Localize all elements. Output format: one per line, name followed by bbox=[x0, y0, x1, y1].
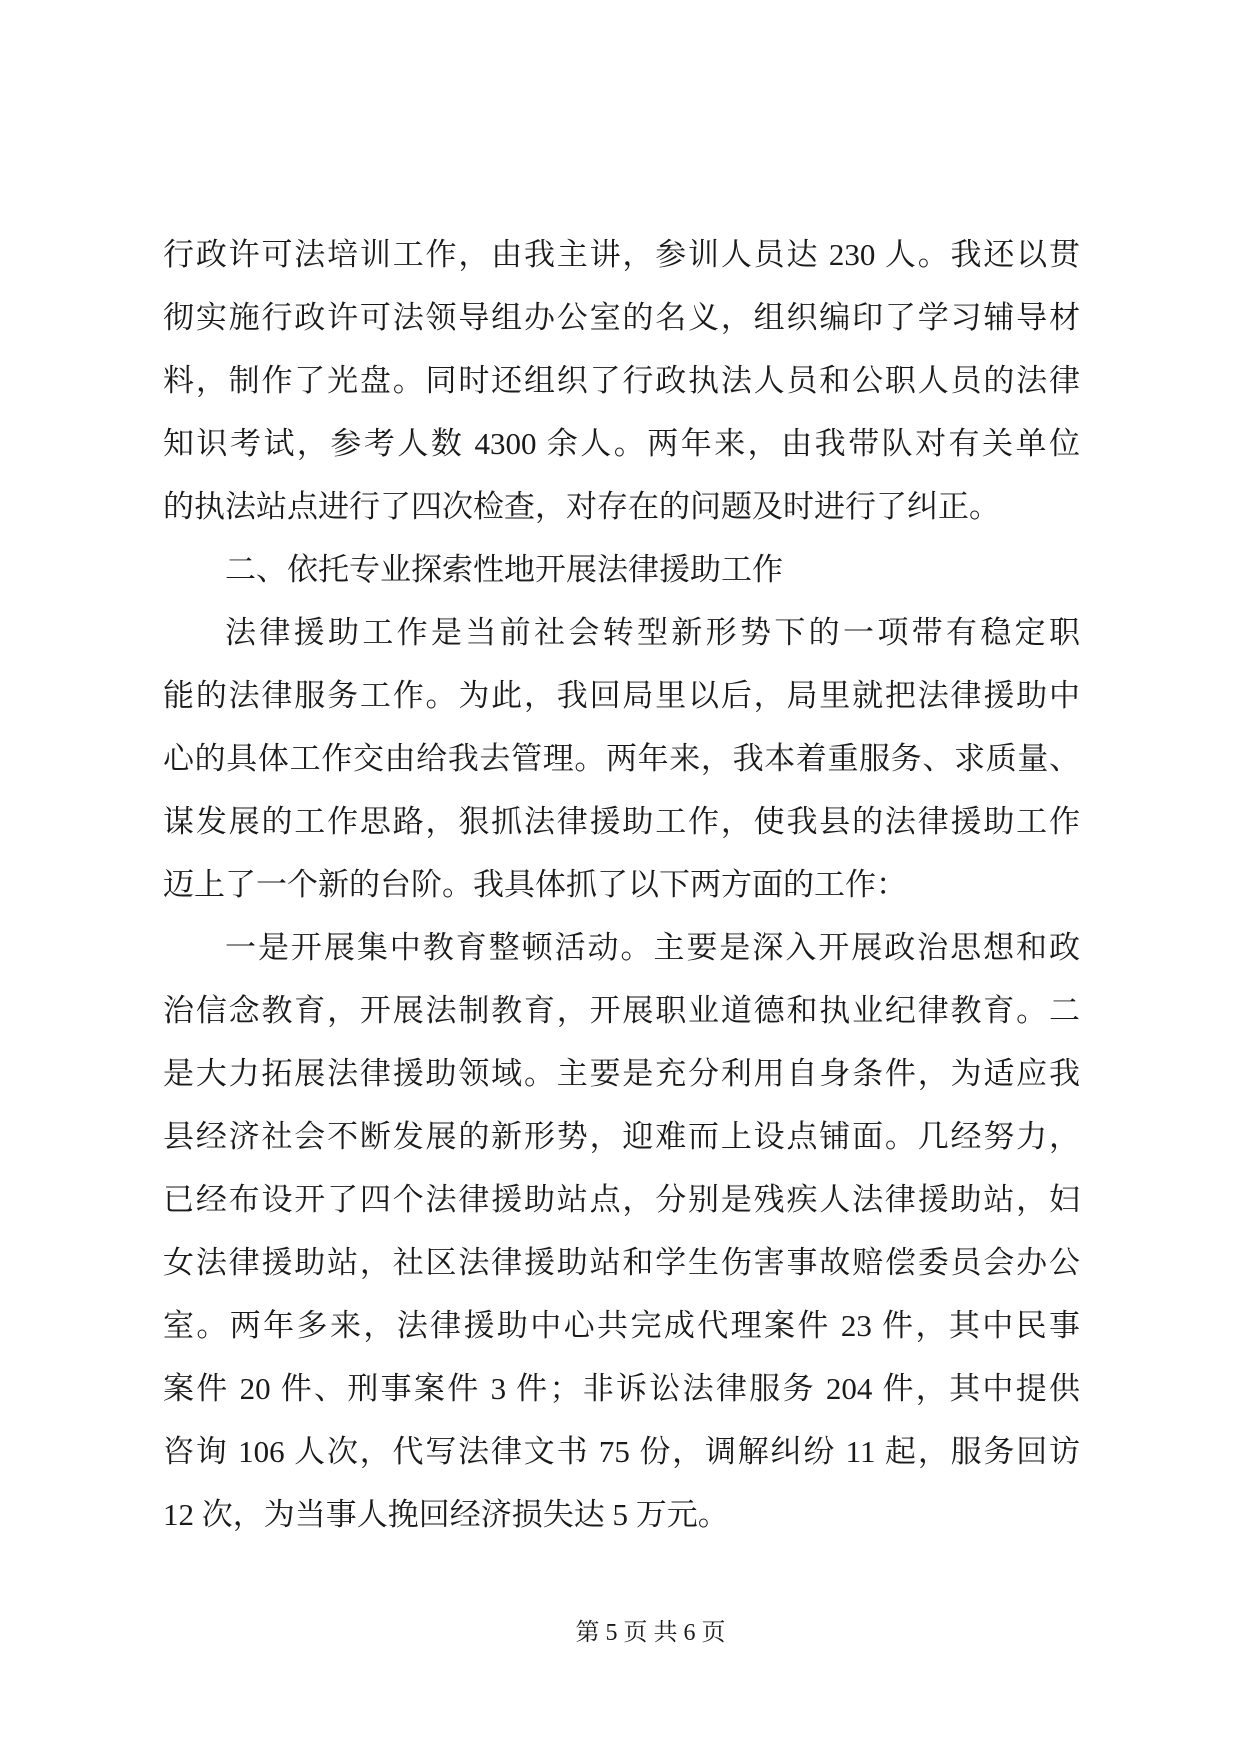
text-line: 女法律援助站，社区法律援助站和学生伤害事故赔偿委员会办公 bbox=[163, 1245, 1080, 1280]
text-line: 料，制作了光盘。同时还组织了行政执法人员和公职人员的法律 bbox=[163, 363, 1080, 398]
text-line: 行政许可法培训工作，由我主讲，参训人员达 230 人。我还以贯 bbox=[163, 237, 1080, 272]
text-line: 心的具体工作交由给我去管理。两年来，我本着重服务、求质量、 bbox=[163, 741, 1080, 776]
paragraph-licensing-training bbox=[163, 223, 1080, 538]
document-body bbox=[163, 223, 1080, 1546]
page-number-indicator: 第 5 页 共 6 页 bbox=[575, 1620, 726, 1646]
text-line: 彻实施行政许可法领导组办公室的名义，组织编印了学习辅导材 bbox=[163, 300, 1080, 335]
text-line: 一是开展集中教育整顿活动。主要是深入开展政治思想和政 bbox=[225, 930, 1080, 965]
text-line: 法律援助工作是当前社会转型新形势下的一项带有稳定职 bbox=[225, 615, 1080, 650]
text-line: 县经济社会不断发展的新形势，迎难而上设点铺面。几经努力， bbox=[163, 1119, 1080, 1154]
text-line: 二、依托专业探索性地开展法律援助工作 bbox=[225, 552, 783, 587]
page-footer bbox=[0, 1615, 1241, 1651]
text-line: 的执法站点进行了四次检查，对存在的问题及时进行了纠正。 bbox=[163, 489, 1000, 524]
text-line: 已经布设开了四个法律援助站点，分别是残疾人法律援助站，妇 bbox=[163, 1182, 1080, 1217]
text-line: 能的法律服务工作。为此，我回局里以后，局里就把法律援助中 bbox=[163, 678, 1080, 713]
section-heading-legal-aid bbox=[163, 538, 1080, 601]
paragraph-two-measures bbox=[163, 916, 1080, 1546]
text-line: 谋发展的工作思路，狠抓法律援助工作，使我县的法律援助工作 bbox=[163, 804, 1080, 839]
text-line: 迈上了一个新的台阶。我具体抓了以下两方面的工作： bbox=[163, 867, 907, 902]
text-line: 治信念教育，开展法制教育，开展职业道德和执业纪律教育。二 bbox=[163, 993, 1080, 1028]
text-line: 室。两年多来，法律援助中心共完成代理案件 23 件，其中民事 bbox=[163, 1308, 1080, 1343]
text-line: 知识考试，参考人数 4300 余人。两年来，由我带队对有关单位 bbox=[163, 426, 1080, 461]
text-line: 12 次，为当事人挽回经济损失达 5 万元。 bbox=[163, 1497, 729, 1532]
paragraph-legal-aid-intro bbox=[163, 601, 1080, 916]
text-line: 咨询 106 人次，代写法律文书 75 份，调解纠纷 11 起，服务回访 bbox=[163, 1434, 1080, 1469]
text-line: 案件 20 件、刑事案件 3 件；非诉讼法律服务 204 件，其中提供 bbox=[163, 1371, 1080, 1406]
text-line: 是大力拓展法律援助领域。主要是充分利用自身条件，为适应我 bbox=[163, 1056, 1080, 1091]
